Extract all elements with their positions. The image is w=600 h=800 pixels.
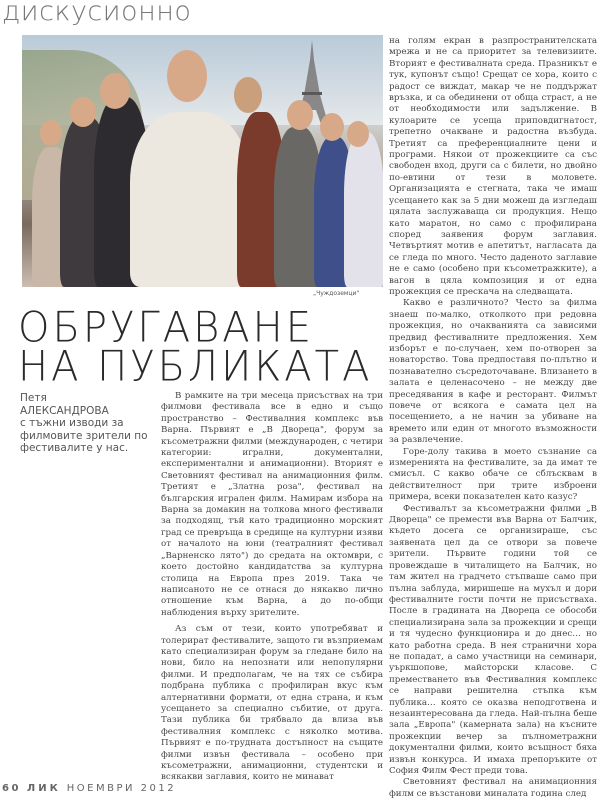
- figure-2-head: [70, 97, 96, 127]
- figure-6-head: [287, 100, 313, 130]
- headline-line-2: НА ПУБЛИКАТА: [18, 342, 373, 391]
- figure-woman-head: [234, 77, 262, 113]
- figure-center: [130, 112, 250, 287]
- byline-teaser: с тъжни изводи за филмовите зрители по фестивалите у нас.: [20, 417, 148, 454]
- section-tag: дискусионно: [2, 0, 192, 27]
- paragraph: Фестивалът за късометражни филми „В Двореца" се премести във Варна от Балчик, където досега се организираше, със заявената цел да се отвори за повече зрители. Първите години той се провеждаше в читалището на Балчик, но там жител на градчето стъпваше само при пълна заблуда, миришеше на мухъл и дори фестивалните гости почти не присъстваха. После в градината на Двореца се обособи специализирана зала за прожекции и срещи и тя чудесно функционира и до днес… но като работна среда. В нея странични хора не попадат, а само участници на семинари, уъркшопове, майсторски класове. С преместването във Фестивалния комплекс се направи решителна стъпка към публика… която се оказва неподготвена и незаинтересована да гледа. Най-пълна беше зала „Европа" (камерната зала) на късните прожекции вечер за пълнометражни документални филми, които всъщност бяха извън конкурса. И имаха препоръките от София Филм Фест преди това.: [389, 503, 597, 776]
- paragraph: Горе-долу такива в моето съзнание са измеренията на фестивалите, за да имат те смисъл. С какво обаче се сблъсквам в действителност при трите изброени примера, всеки показателен като казус?: [389, 446, 597, 503]
- article-column-right: [389, 36, 597, 800]
- paragraph: В рамките на три месеца присъствах на три филмови фестивала все в едно и също пространство – Фестивалния комплекс във Варна. Първият е „В Двореца", форум за късометражни филми (международен, с четири категории: игрални, документални, експериментални и анимационни). Вторият е Световният фестивал на анимационния филм. Третият е „Златна роза", фестивал на българския игрален филм. Намирам избора на Варна за домакин на толкова много фестивали за подходящ, тъй като традиционно морският град се превръща в средище на културни изяви от началото на юни (театралният фестивал „Варненско лято") до средата на октомври, с което достойно кандидатства за културна столица на Европа през 2019. Така че написаното не се отнася до някакво лично отношение към Варна, а до по-общи наблюдения върху зрителите.: [161, 391, 384, 618]
- paragraph: на голям екран в разпространителската мрежа и не са приоритет за телевизиите. Вторият е фестивалната среда. Празникът е тук, купонът също! Срещат се хора, които с радост се виждат, макар че не поддържат връзка, и са обединени от обща страст, а не от необходимости или задължение. В кулоарите се усеща приповдигнатост, трепетно очакване и радостна възбуда. Третият са преференциалните цени и програми. Някои от прожекциите са със свободен вход, други са с билети, но двойно по-евтини от тези в моловете. Организацията е стегната, така че имаш усещането как за 5 дни можеш да изгледаш цялата заслужаваща си продукция. Нещо като маратон, но само с профилирана според заявения форум заглавия. Четвъртият мотив е апетитът, нагласата да се гледа по много. Често даденото заглавие не е само (особено при късометражките), а вагон в цяла композиция и от една прожекция се прескача на следващата.: [389, 36, 597, 297]
- article-photo: [22, 35, 383, 287]
- paragraph: Какво е различното? Често за филма знаеш по-малко, отколкото при редовна прожекция, но очакванията са зависими предвид фестивалните предложения. Хем изборът е по-случаен, хем по-отворен за новаторство. Това предпоставя по-плътно и познавателно съсредоточаване. Влизането в залата е целенасочено – не между две преседявания в кафе и ресторант. Филмът повече от всякога е самата цел на посещението, а не начин за убиване на времето или един от многото възможности за развлечение.: [389, 298, 597, 446]
- author-first-name: Петя: [20, 392, 47, 404]
- figure-3-head: [100, 73, 130, 109]
- figure-8-head: [347, 121, 369, 147]
- figure-8: [344, 132, 383, 287]
- photo-caption: „Чуждоземци": [313, 290, 360, 297]
- figure-1-head: [40, 120, 62, 146]
- paragraph: Световният фестивал на анимационния филм се възстанови миналата година след: [389, 777, 597, 799]
- headline-line-1: ОБРУГАВАНЕ: [18, 303, 314, 353]
- page-footer: [2, 783, 176, 794]
- figure-center-head: [167, 50, 207, 102]
- page-number: 60: [2, 783, 21, 794]
- paragraph: Аз съм от тези, които употребяват и толерират фестивалите, защото ги възприемам като специализиран форум за гледане било на нови, било на непознати или непопулярни филми. И предполагам, че на тях се събира подбрана публика с профилиран вкус към алтернативни формати, от една страна, и към усещането за специално събитие, от друга. Тази публика би трябвало да влиза във фестивалния комплекс с няколко мотива. Първият е по-трудната достъпност на същите филми извън фестивала – особено при късометражни, анимационни, студентски и всякакви заглавия, които не минават: [161, 624, 383, 783]
- byline: [20, 392, 148, 455]
- article-headline: [18, 303, 373, 391]
- article-column-middle: [161, 391, 383, 784]
- author-last-name: АЛЕКСАНДРОВА: [20, 404, 109, 417]
- figure-7-head: [320, 113, 344, 141]
- magazine-name: ЛИК: [26, 783, 61, 794]
- issue-date: НОЕМВРИ 2012: [66, 783, 177, 794]
